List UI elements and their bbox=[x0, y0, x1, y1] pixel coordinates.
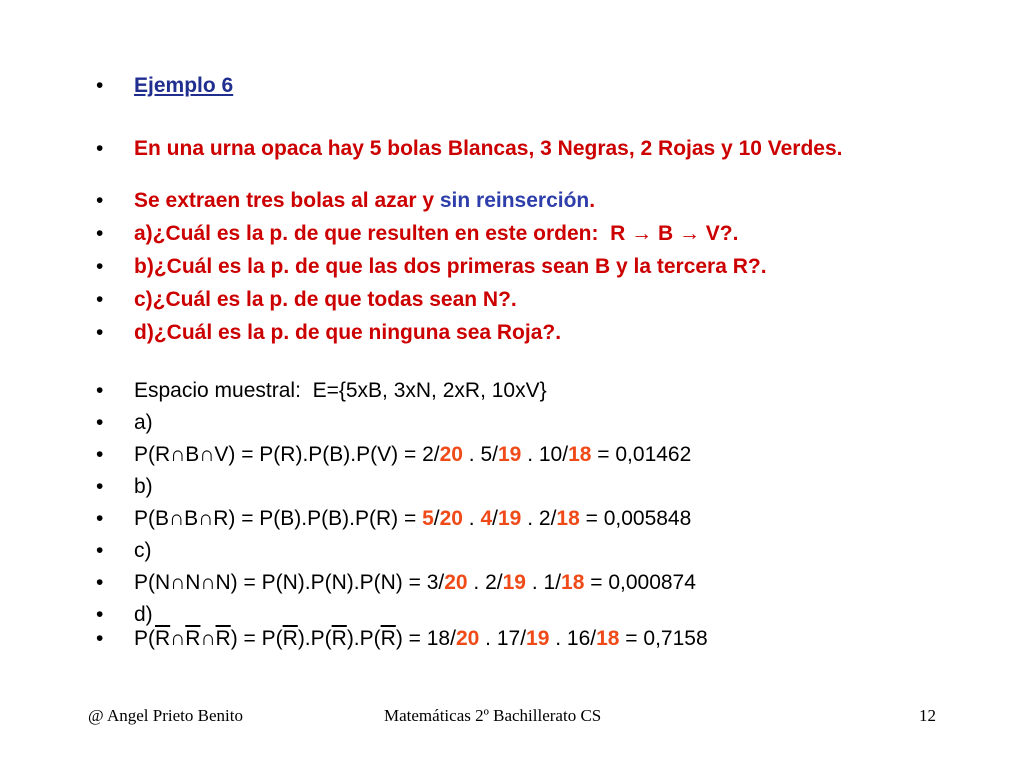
bullet: • bbox=[96, 627, 104, 650]
question-a: a)¿Cuál es la p. de que resulten en este orden: R → B → V?. bbox=[134, 222, 739, 245]
complement-r: $\overline{R}$ bbox=[185, 627, 201, 650]
question-b: b)¿Cuál es la p. de que las dos primeras sean B y la tercera R?. bbox=[134, 255, 767, 278]
solution-label-a: a) bbox=[134, 411, 153, 434]
bullet: • bbox=[96, 288, 104, 311]
result-a: 0,01462 bbox=[615, 443, 692, 466]
extraction-statement: Se extraen tres bolas al azar y sin reinserción. bbox=[134, 189, 596, 212]
bullet: • bbox=[96, 603, 104, 626]
equation-d: $P(\overline{R}\cap\overline{R}\cap\overline{R}) = P(\overline{R}).P(\overline{R}).P(\overline{R}) = 18/20$ . 17/19 . 16/18 = 0,7158 bbox=[134, 627, 708, 650]
complement-r: $\overline{R}$ bbox=[215, 627, 231, 650]
footer-author: @ Angel Prieto Benito bbox=[88, 706, 243, 725]
slide-title: Ejemplo 6 bbox=[134, 74, 234, 97]
bullet: • bbox=[96, 411, 104, 434]
complement-r: $\overline{R}$ bbox=[282, 627, 298, 650]
bullet: • bbox=[96, 443, 104, 466]
footer-course: Matemáticas 2º Bachillerato CS bbox=[384, 706, 602, 725]
equation-b: P(B∩B∩R) = P(B).P(B).P(R) = 5/20 . 4/19 . 2/18 = 0,005848 bbox=[134, 507, 692, 530]
result-b: 0,005848 bbox=[603, 507, 692, 530]
sample-space: Espacio muestral: E={5xB, 3xN, 2xR, 10xV} bbox=[134, 379, 547, 402]
bullet: • bbox=[96, 137, 104, 160]
problem-statement: En una urna opaca hay 5 bolas Blancas, 3 Negras, 2 Rojas y 10 Verdes. bbox=[134, 137, 843, 160]
solution-label-b: b) bbox=[134, 475, 153, 498]
bullet: • bbox=[96, 571, 104, 594]
complement-r: $\overline{R}$ bbox=[380, 627, 396, 650]
footer-page-number: 12 bbox=[919, 706, 936, 725]
bullet: • bbox=[96, 222, 104, 245]
solution-label-d: d) bbox=[134, 603, 153, 626]
question-d: d)¿Cuál es la p. de que ninguna sea Roja?. bbox=[134, 321, 562, 344]
complement-r: $\overline{R}$ bbox=[155, 627, 171, 650]
equation-a: P(R∩B∩V) = P(R).P(B).P(V) = 2/20 . 5/19 . 10/18 = 0,01462 bbox=[134, 443, 692, 466]
bullet: • bbox=[96, 189, 104, 212]
bullet: • bbox=[96, 507, 104, 530]
bullet: • bbox=[96, 255, 104, 278]
complement-r: $\overline{R}$ bbox=[331, 627, 347, 650]
bullet: • bbox=[96, 475, 104, 498]
question-c: c)¿Cuál es la p. de que todas sean N?. bbox=[134, 288, 517, 311]
equation-c: P(N∩N∩N) = P(N).P(N).P(N) = 3/20 . 2/19 . 1/18 = 0,000874 bbox=[134, 571, 696, 594]
sin-reinsercion-highlight: sin reinserción bbox=[439, 189, 590, 212]
bullet: • bbox=[96, 539, 104, 562]
bullet: • bbox=[96, 379, 104, 402]
bullet: • bbox=[96, 74, 104, 97]
result-c: 0,000874 bbox=[608, 571, 696, 594]
bullet: • bbox=[96, 321, 104, 344]
solution-label-c: c) bbox=[134, 539, 152, 562]
result-d: 0,7158 bbox=[643, 627, 708, 650]
